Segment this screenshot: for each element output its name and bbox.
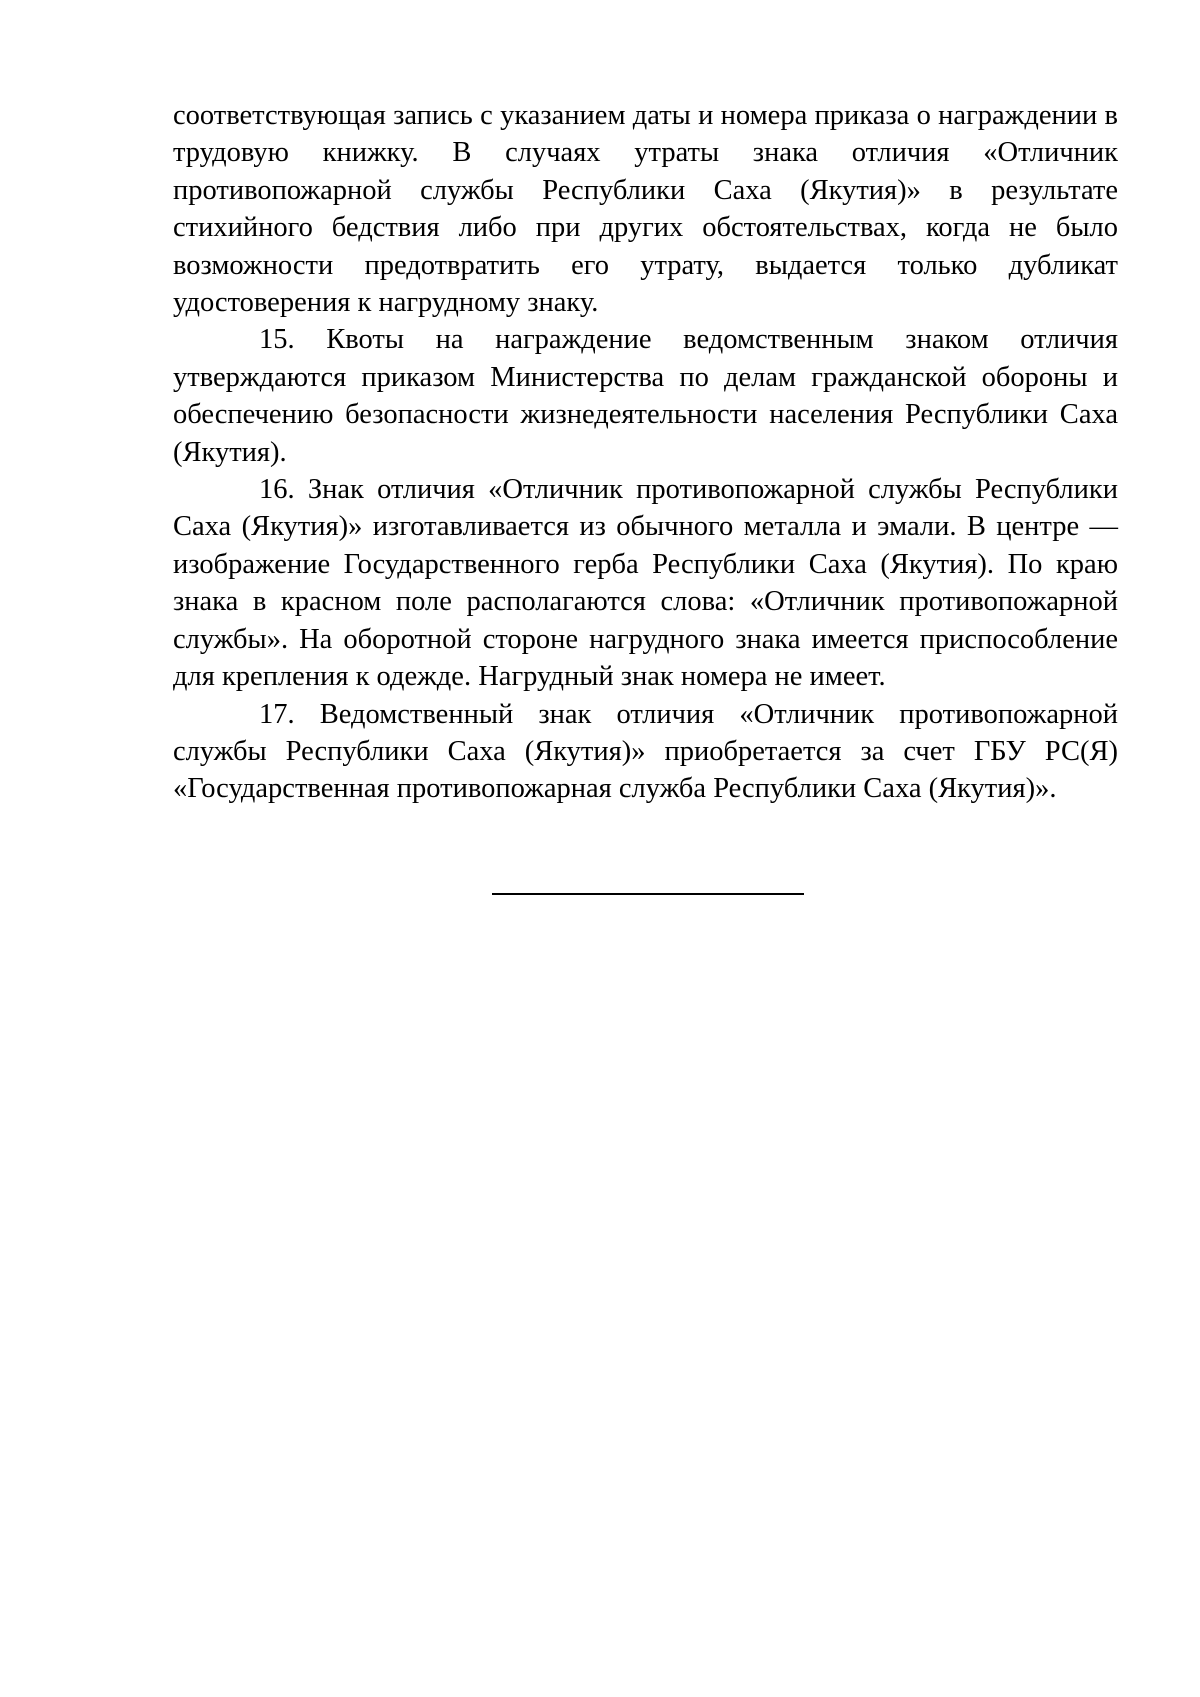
end-divider-line	[492, 893, 804, 895]
paragraph-item-17: 17. Ведомственный знак отличия «Отличник противопожарной службы Республики Саха (Якутия)» приобретается за счет ГБУ РС(Я) «Государственная противопожарная служба Республики Саха (Якутия)».	[173, 698, 1118, 805]
paragraph-continuation: соответствующая запись с указанием даты и номера приказа о награждении в трудовую книжку. В случаях утраты знака отличия «Отличник противопожарной службы Республики Саха (Якутия)» в результате стихийного бедствия либо при других обстоятельствах, когда не было возможности предотвратить его утрату, выдается только дубликат удостоверения к нагрудному знаку.	[173, 100, 1118, 319]
paragraph-item-15: 15. Квоты на награждение ведомственным знаком отличия утверждаются приказом Министерства по делам гражданской обороны и обеспечению безопасности жизнедеятельности населения Республики Саха (Якутия).	[173, 324, 1118, 468]
paragraph-item-16: 16. Знак отличия «Отличник противопожарной службы Республики Саха (Якутия)» изготавливается из обычного металла и эмали. В центре — изображение Государственного герба Республики Саха (Якутия). По краю знака в красном поле располагаются слова: «Отличник противопожарной службы». На оборотной стороне нагрудного знака имеется приспособление для крепления к одежде. Нагрудный знак номера не имеет.	[173, 474, 1118, 693]
document-body	[173, 97, 1118, 808]
